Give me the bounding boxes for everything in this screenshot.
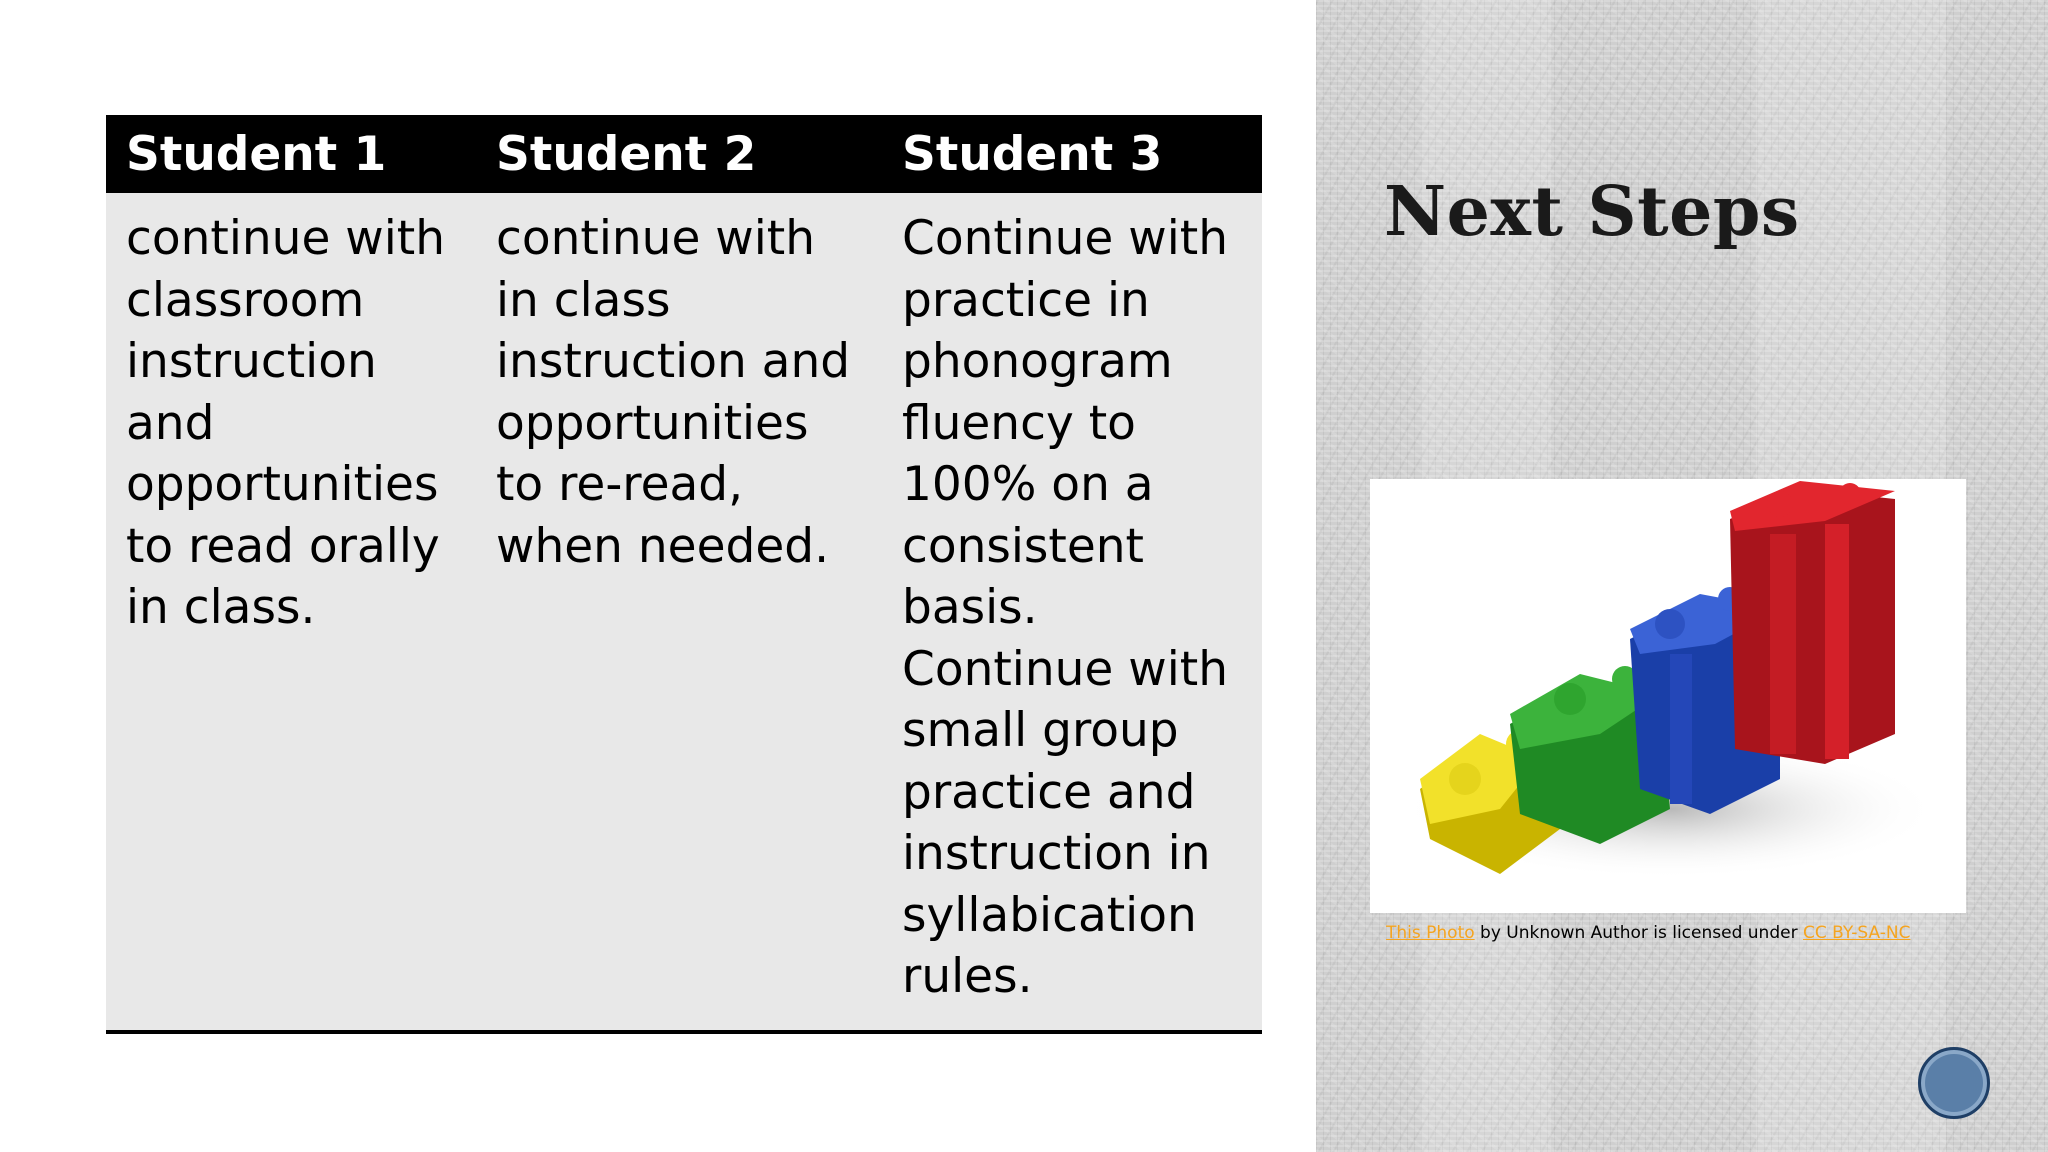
cell-student-1: continue with classroom instruction and opportunities to read orally in class. <box>106 193 476 1032</box>
cell-student-3: Continue with practice in phonogram fluency to 100% on a consistent basis. Continue with small group practice and instruction in syllabication rules. <box>882 193 1262 1032</box>
header-student-2: Student 2 <box>476 115 882 193</box>
photo-link[interactable]: This Photo <box>1386 923 1475 943</box>
photo-caption <box>1386 923 1910 943</box>
header-student-1: Student 1 <box>106 115 476 193</box>
cell-student-2: continue with in class instruction and opportunities to re-read, when needed. <box>476 193 882 1032</box>
puzzle-stairs-image <box>1370 479 1966 913</box>
students-table-container <box>106 115 1262 1034</box>
table-header-row <box>106 115 1262 193</box>
slide-title: Next Steps <box>1384 172 1800 252</box>
header-student-3: Student 3 <box>882 115 1262 193</box>
caption-text: by Unknown Author is licensed under <box>1474 923 1803 943</box>
table-row <box>106 193 1262 1032</box>
students-table <box>106 115 1262 1034</box>
slide-nav-button[interactable] <box>1918 1047 1990 1119</box>
puzzle-stairs-icon <box>1370 479 1966 913</box>
license-link[interactable]: CC BY-SA-NC <box>1802 923 1911 943</box>
